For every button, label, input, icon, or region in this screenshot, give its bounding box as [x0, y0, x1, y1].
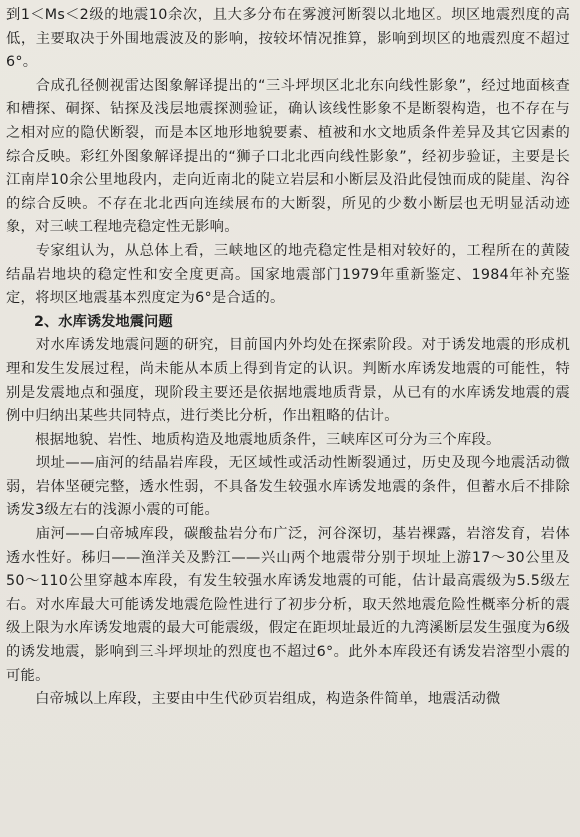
paragraph-expert-conclusion: 专家组认为，从总体上看，三峡地区的地壳稳定性是相对较好的，工程所在的黄陵结晶岩地块的稳定性和安全度更高。国家地震部门1979年重新鉴定、1984年补充鉴定，将坝区地震基本烈度定为6°是合适的。 [6, 242, 570, 307]
paragraph-radar-image-interpretation: 合成孔径侧视雷达图象解译提出的“三斗坪坝区北北东向线性影象”，经过地面核查和槽探、硐探、钻探及浅层地震探测验证，确认该线性影象不是断裂构造，也不存在与之相对应的隐伏断裂，而是本区地形地貌要素、植被和水文地质条件差异及其它因素的综合反映。彩红外图象解译提出的“狮子口北北西向线性影象”，经初步验证，主要是长江南岸10余公里地段内，走向近南北的陡立岩层和小断层及沿此侵蚀而成的陡崖、沟谷的综合反映。不存在北北西向连续展布的大断裂，所见的少数小断层也无明显活动迹象，对三峡工程地壳稳定性无影响。 [6, 77, 570, 236]
paragraph-seismic-intensity: 到1＜Ms＜2级的地震10余次，且大多分布在雾渡河断裂以北地区。坝区地震烈度的高低，主要取决于外围地震波及的影响，按较坏情况推算，影响到坝区的地震烈度不超过6°。 [6, 7, 570, 71]
section-heading: 2、水库诱发地震问题 [34, 313, 173, 330]
paragraph-induced-earthquake-research: 对水库诱发地震问题的研究，目前国内外均处在探索阶段。对于诱发地震的形成机理和发生发展过程，尚未能从本质上得到肯定的认识。判断水库诱发地震的可能性，特别是发震地点和强度，现阶段主要还是依据地震地质背景，从已有的水库诱发地震的震例中归纳出某些共同特点，进行类比分析，作出粗略的估计。 [6, 337, 570, 425]
paragraph-crystalline-section: 坝址——庙河的结晶岩库段，无区域性或活动性断裂通过，历史及现今地震活动微弱，岩体坚硬完整，透水性弱，不具备发生较强水库诱发地震的条件，但蓄水后不排除诱发3级左右的浅源小震的可能。 [6, 455, 570, 519]
paragraph-reservoir-sections: 根据地貌、岩性、地质构造及地震地质条件，三峡库区可分为三个库段。 [6, 431, 501, 448]
paragraph-upper-section: 白帝城以上库段，主要由中生代砂页岩组成，构造条件简单，地震活动微 [6, 691, 501, 708]
paragraph-carbonate-section: 庙河——白帝城库段，碳酸盐岩分布广泛，河谷深切，基岩裸露，岩溶发育，岩体透水性好。秭归——渔洋关及黔江——兴山两个地震带分别于坝址上游17～30公里及50～110公里穿越本库段，有发生较强水库诱发地震的可能，估计最高震级为5.5级左右。对水库最大可能诱发地震危险性进行了初步分析，取天然地震危险性概率分析的震级上限为水库诱发地震的最大可能震级，假定在距坝址最近的九湾溪断层发生强度为6级的诱发地震，影响到三斗坪坝址的烈度也不超过6°。此外本库段还有诱发岩溶型小震的可能。 [6, 526, 570, 684]
